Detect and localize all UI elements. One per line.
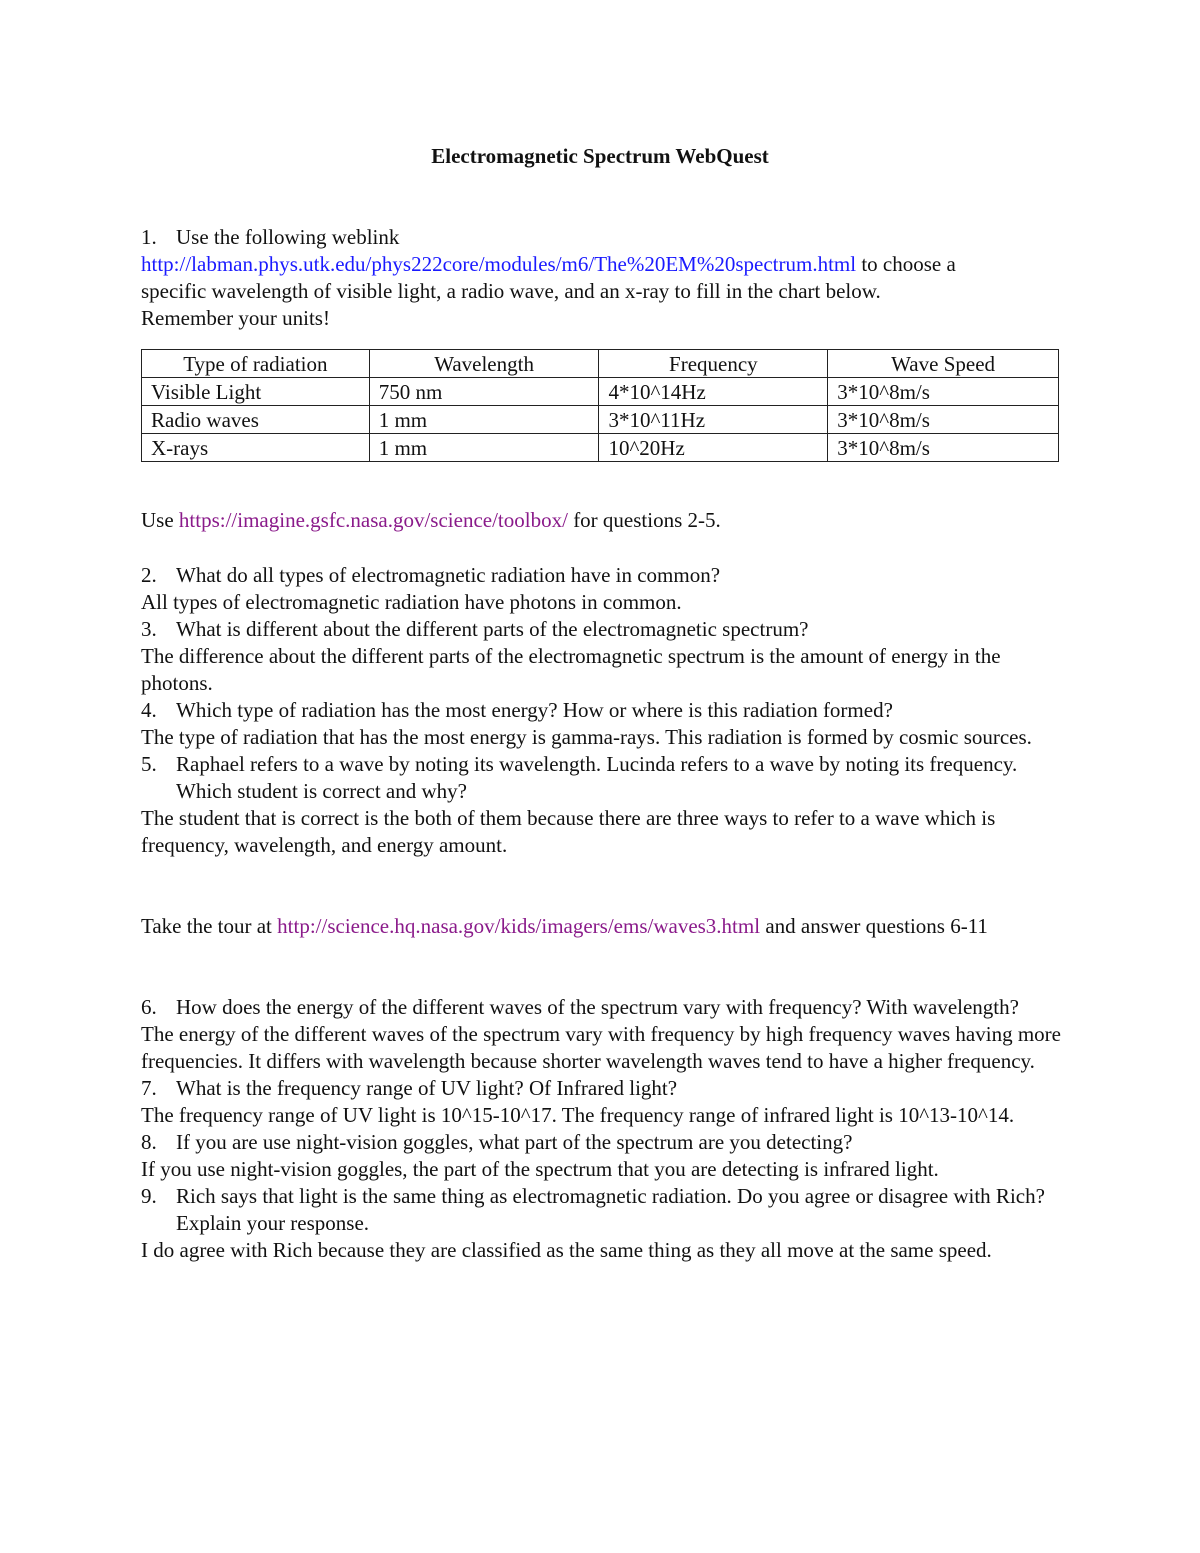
question-number: 6. <box>141 995 157 1019</box>
table-row <box>142 406 1059 434</box>
answer-text: The frequency range of UV light is 10^15-10^17. The frequency range of infrared light is 10^13-10^14. <box>141 1103 1015 1127</box>
table-header-cell: Frequency <box>599 350 828 378</box>
question-text: What is the frequency range of UV light? Of Infrared light? <box>176 1076 678 1100</box>
question-number: 1. <box>141 225 157 249</box>
tour-line-pre: Take the tour at <box>141 914 278 938</box>
table-cell: 1 mm <box>369 434 599 462</box>
tour-line <box>141 913 1066 940</box>
question-text: Rich says that light is the same thing as electromagnetic radiation. Do you agree or disagree with Rich? Explain your response. <box>176 1184 1045 1235</box>
question-text: Which type of radiation has the most energy? How or where is this radiation formed? <box>176 698 893 722</box>
question-text: How does the energy of the different waves of the spectrum vary with frequency? With wavelength? <box>176 995 1019 1019</box>
questions-6-9 <box>141 994 1066 1264</box>
question-6 <box>141 994 1066 1021</box>
question-1 <box>141 224 1066 332</box>
question-number: 9. <box>141 1184 157 1208</box>
question-8 <box>141 1129 1066 1156</box>
table-cell: Visible Light <box>142 378 370 406</box>
question-text: If you are use night-vision goggles, what part of the spectrum are you detecting? <box>176 1130 853 1154</box>
question-text: What do all types of electromagnetic radiation have in common? <box>176 563 721 587</box>
question-number: 3. <box>141 617 157 641</box>
radiation-table <box>141 349 1059 462</box>
use-line <box>141 507 1066 534</box>
answer-text: The difference about the different parts of the electromagnetic spectrum is the amount of energy in the photons. <box>141 644 1001 695</box>
question-text: Raphael refers to a wave by noting its wavelength. Lucinda refers to a wave by noting its frequency. Which student is correct and why? <box>176 752 1018 803</box>
table-cell: 3*10^8m/s <box>828 434 1059 462</box>
question-number: 8. <box>141 1130 157 1154</box>
table-cell: Radio waves <box>142 406 370 434</box>
answer-text: I do agree with Rich because they are classified as the same thing as they all move at the same speed. <box>141 1238 992 1262</box>
instruction-line: Remember your units! <box>141 306 330 330</box>
answer-text: The energy of the different waves of the spectrum vary with frequency by high frequency waves having more frequencies. It differs with wavelength because shorter wavelength waves tend to have a higher frequency. <box>141 1022 1061 1073</box>
table-cell: 3*10^11Hz <box>599 406 828 434</box>
use-line-post: for questions 2-5. <box>567 508 721 532</box>
question-number: 5. <box>141 752 157 776</box>
question-number: 4. <box>141 698 157 722</box>
question-number: 2. <box>141 563 157 587</box>
table-cell: 750 nm <box>369 378 599 406</box>
question-text: What is different about the different parts of the electromagnetic spectrum? <box>176 617 809 641</box>
use-line-pre: Use <box>141 508 179 532</box>
table-cell: X-rays <box>142 434 370 462</box>
table-cell: 4*10^14Hz <box>599 378 828 406</box>
answer-text: The type of radiation that has the most energy is gamma-rays. This radiation is formed by cosmic sources. <box>141 725 1032 749</box>
question-9 <box>141 1183 1066 1237</box>
table-header-cell: Wave Speed <box>828 350 1059 378</box>
question-text: Use the following weblink <box>176 225 400 249</box>
answer-text: The student that is correct is the both of them because there are three ways to refer to a wave which is frequency, wavelength, and energy amount. <box>141 806 996 857</box>
questions-2-5 <box>141 562 1066 859</box>
nasa-waves-link[interactable]: http://science.hq.nasa.gov/kids/imagers/ems/waves3.html <box>277 914 761 938</box>
table-header-row <box>142 350 1059 378</box>
question-2 <box>141 562 1066 589</box>
tour-line-post: and answer questions 6-11 <box>760 914 988 938</box>
answer-text: All types of electromagnetic radiation have photons in common. <box>141 590 682 614</box>
table-cell: 3*10^8m/s <box>828 378 1059 406</box>
table-row <box>142 378 1059 406</box>
question-number: 7. <box>141 1076 157 1100</box>
nasa-toolbox-link[interactable]: https://imagine.gsfc.nasa.gov/science/toolbox/ <box>178 508 568 532</box>
page-title: Electromagnetic Spectrum WebQuest <box>431 144 769 168</box>
question-4 <box>141 697 1066 724</box>
answer-text: If you use night-vision goggles, the part of the spectrum that you are detecting is infrared light. <box>141 1157 939 1181</box>
weblink-line <box>141 251 1066 278</box>
table-cell: 3*10^8m/s <box>828 406 1059 434</box>
question-3 <box>141 616 1066 643</box>
table-cell: 10^20Hz <box>599 434 828 462</box>
question-7 <box>141 1075 1066 1102</box>
table-header-cell: Type of radiation <box>142 350 370 378</box>
table-row <box>142 434 1059 462</box>
table-header-cell: Wavelength <box>369 350 599 378</box>
question-5 <box>141 751 1066 805</box>
weblink-line-rest: to choose a <box>856 252 956 276</box>
instruction-line: specific wavelength of visible light, a radio wave, and an x-ray to fill in the chart below. <box>141 279 881 303</box>
labman-link[interactable]: http://labman.phys.utk.edu/phys222core/modules/m6/The%20EM%20spectrum.html <box>141 252 857 276</box>
table-cell: 1 mm <box>369 406 599 434</box>
